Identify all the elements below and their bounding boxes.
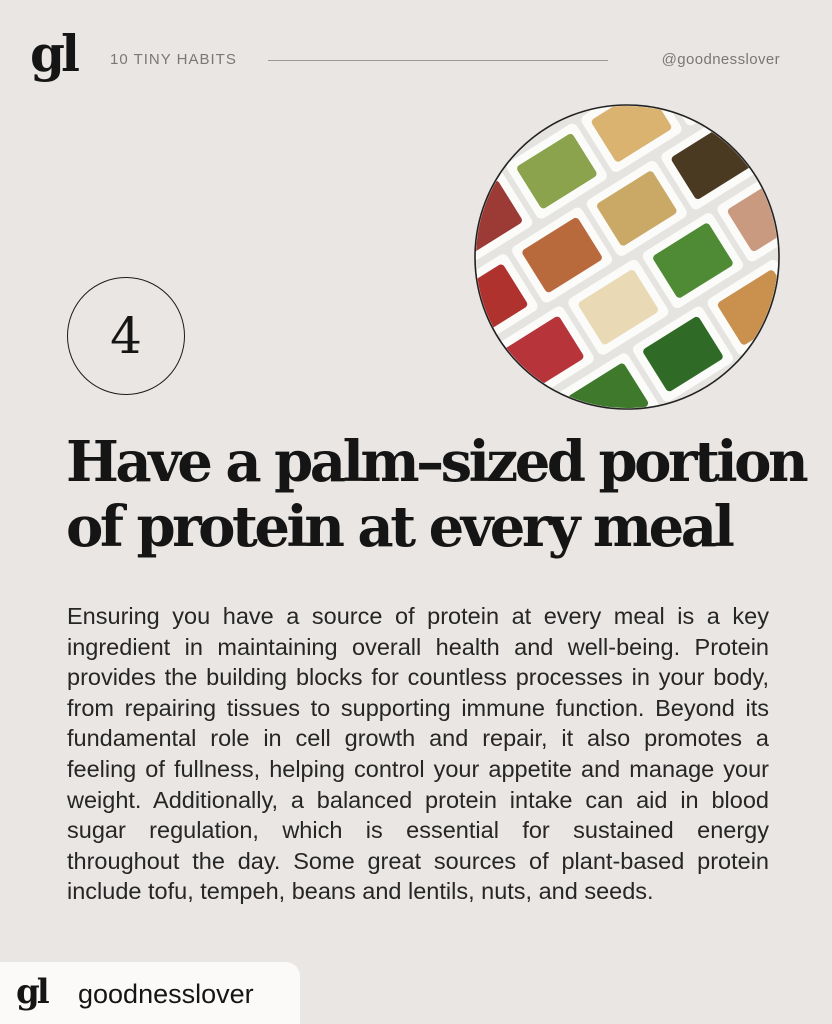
- header-divider: [268, 60, 608, 61]
- series-label: 10 TINY HABITS: [110, 51, 237, 68]
- account-footer[interactable]: [0, 962, 300, 1024]
- footer-logo: gl: [16, 972, 47, 1012]
- habit-description: Ensuring you have a source of protein at every meal is a key ingredient in maintaining overall health and well-being. Protein provides the building blocks for countless processes in your body, from repairing tissues to supporting immune function. Beyond its fundamental role in cell growth and repair, it also promotes a feeling of fullness, helping control your appetite and manage your weight. Additionally, a balanced protein intake can aid in blood sugar regulation, which is essential for sustained energy throughout the day. Some great sources of plant-based protein include tofu, tempeh, beans and lentils, nuts, and seeds.: [67, 603, 769, 905]
- account-handle: @goodnesslover: [661, 51, 780, 68]
- habit-number: 4: [110, 307, 142, 365]
- footer-account-name[interactable]: goodnesslover: [78, 979, 254, 1009]
- brand-logo: gl: [30, 24, 76, 83]
- protein-food-image: [474, 104, 780, 410]
- habit-number-badge: [67, 277, 185, 395]
- habit-title: Have a palm–sized portion of protein at every meal: [66, 429, 806, 560]
